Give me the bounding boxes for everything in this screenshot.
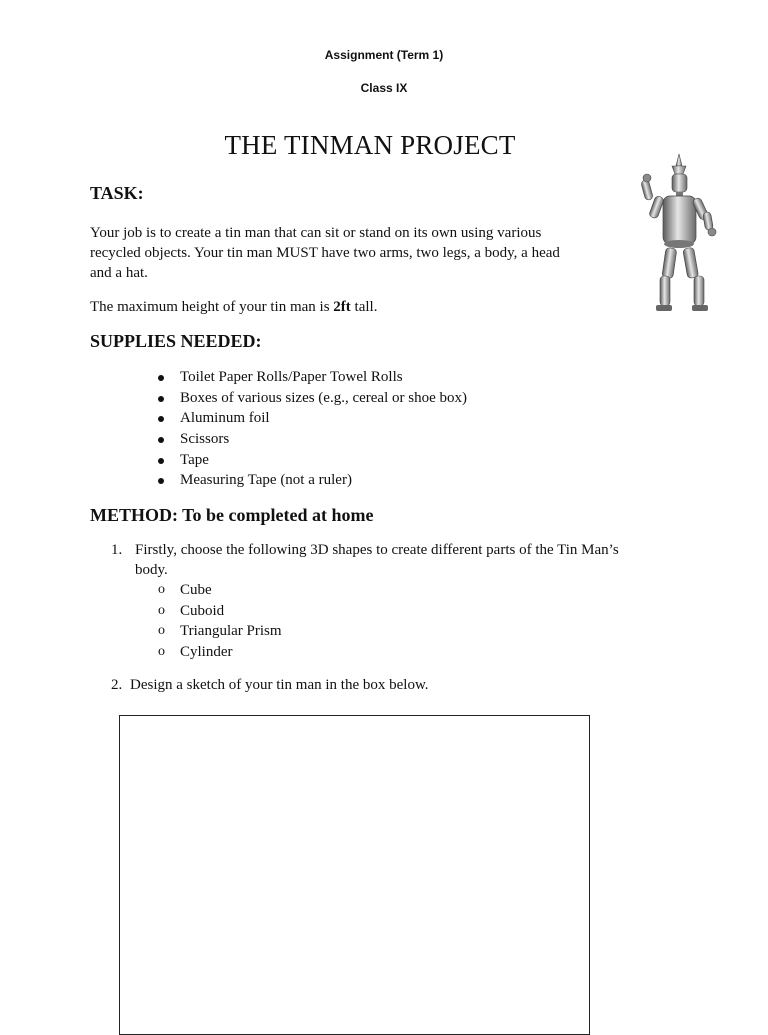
list-item: Aluminum foil: [158, 408, 467, 429]
bullet-icon: [158, 396, 164, 402]
bullet-icon: [158, 416, 164, 422]
task-line-3: and a hat.: [90, 265, 148, 281]
class-label: Class IX: [360, 81, 408, 95]
list-item: o Cube: [158, 580, 282, 601]
max-height-suffix: tall.: [350, 299, 378, 315]
step-2-text: Design a sketch of your tin man in the box below.: [130, 677, 429, 693]
list-item: o Cylinder: [158, 642, 282, 663]
bullet-icon: [158, 458, 164, 464]
tin-man-figure-icon: [636, 152, 722, 314]
step-1-line-2: body.: [135, 562, 168, 578]
list-item: o Triangular Prism: [158, 621, 282, 642]
circle-marker-icon: o: [158, 582, 165, 597]
max-height-sentence: [90, 297, 620, 317]
task-heading: TASK:: [90, 183, 144, 203]
sketch-box[interactable]: [119, 715, 590, 1035]
step-1-text: [135, 540, 695, 580]
list-item: Toilet Paper Rolls/Paper Towel Rolls: [158, 367, 467, 388]
page-title: THE TINMAN PROJECT: [224, 130, 516, 160]
assignment-label: Assignment (Term 1): [324, 48, 444, 62]
method-heading: METHOD: To be completed at home: [90, 505, 374, 525]
bullet-icon: [158, 437, 164, 443]
supplies-list: [158, 367, 467, 491]
task-line-2: recycled objects. Your tin man MUST have two arms, two legs, a body, a head: [90, 245, 560, 261]
max-height-prefix: The maximum height of your tin man is: [90, 299, 334, 315]
circle-marker-icon: o: [158, 623, 165, 638]
list-item: Measuring Tape (not a ruler): [158, 470, 467, 491]
bullet-icon: [158, 478, 164, 484]
task-description: [90, 223, 620, 283]
step-2-number: 2.: [111, 677, 123, 693]
bullet-icon: [158, 375, 164, 381]
list-item: o Cuboid: [158, 601, 282, 622]
supplies-heading: SUPPLIES NEEDED:: [90, 331, 262, 351]
circle-marker-icon: o: [158, 643, 165, 659]
step-1-line-1: Firstly, choose the following 3D shapes to create different parts of the Tin Man’s: [135, 542, 619, 558]
list-item: Scissors: [158, 429, 467, 450]
step-1-number: 1.: [111, 542, 123, 558]
max-height-value: 2ft: [333, 299, 351, 315]
task-line-1: Your job is to create a tin man that can sit or stand on its own using various: [90, 225, 542, 241]
circle-marker-icon: o: [158, 602, 165, 618]
list-item: Boxes of various sizes (e.g., cereal or shoe box): [158, 388, 467, 409]
shapes-list: [158, 580, 282, 662]
list-item: Tape: [158, 450, 467, 471]
